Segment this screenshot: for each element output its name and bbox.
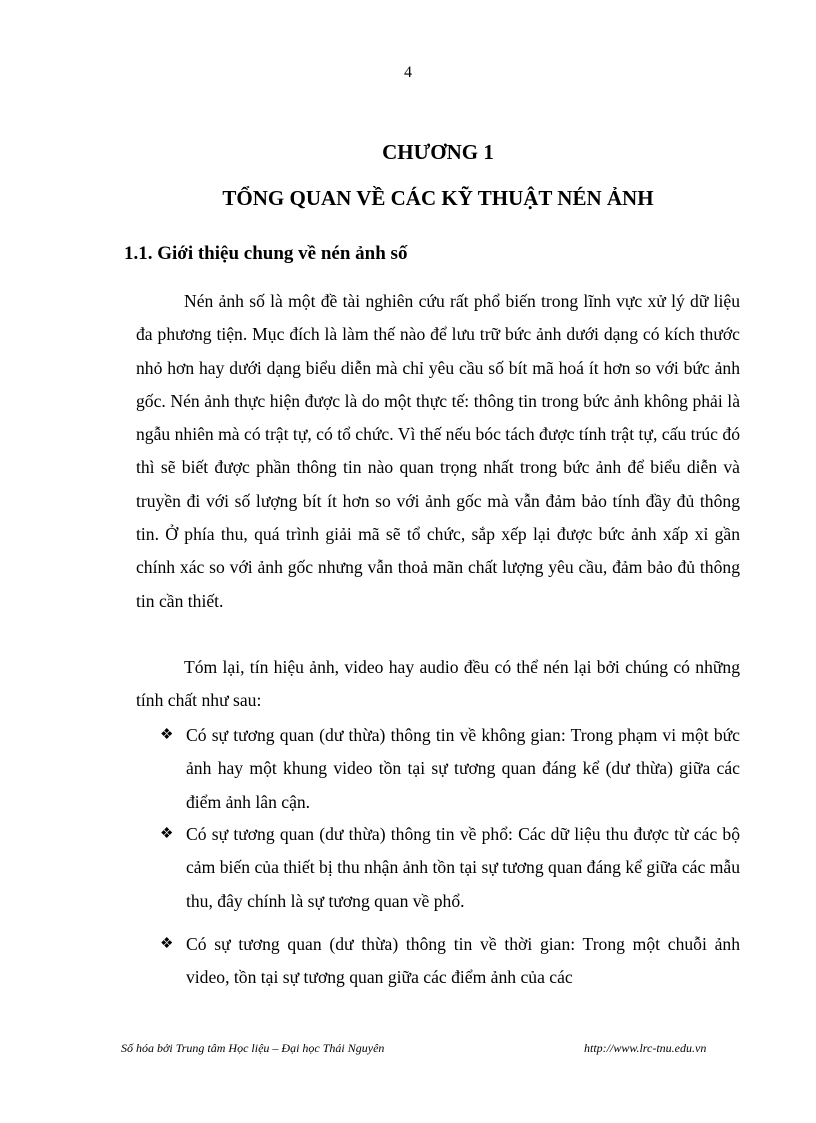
bullet-diamond-icon: ❖ <box>160 936 174 952</box>
chapter-subtitle: TỔNG QUAN VỀ CÁC KỸ THUẬT NÉN ẢNH <box>222 186 654 210</box>
bullet-text: Có sự tương quan (dư thừa) thông tin về thời gian: Trong một chuỗi ảnh video, tồn tại sự tương quan giữa các điểm ảnh của các <box>186 934 740 988</box>
bullet-text: Có sự tương quan (dư thừa) thông tin về không gian: Trong phạm vi một bức ảnh hay một khung video tồn tại sự tương quan đáng kể (dư thừa) giữa các điểm ảnh lân cận. <box>186 725 740 812</box>
bullet-diamond-icon: ❖ <box>160 727 174 743</box>
bullet-text: Có sự tương quan (dư thừa) thông tin về phổ: Các dữ liệu thu được từ các bộ cảm biến của thiết bị thu nhận ảnh tồn tại sự tương quan đáng kể giữa các mẫu thu, đây chính là sự tương quan về phổ. <box>186 824 740 911</box>
bullet-item <box>160 928 740 995</box>
chapter-title: CHƯƠNG 1 <box>382 140 494 164</box>
body-paragraph: Tóm lại, tín hiệu ảnh, video hay audio đều có thể nén lại bởi chúng có những tính chất như sau: <box>136 657 740 711</box>
footer-url: http://www.lrc-tnu.edu.vn <box>584 1041 707 1055</box>
bullet-item <box>160 818 740 918</box>
bullet-diamond-icon: ❖ <box>160 826 174 842</box>
body-paragraph: Nén ảnh số là một đề tài nghiên cứu rất phổ biến trong lĩnh vực xử lý dữ liệu đa phương tiện. Mục đích là làm thế nào để lưu trữ bức ảnh dưới dạng có kích thước nhỏ hơn hay dưới dạng biểu diễn mà chỉ yêu cầu số bít mã hoá ít hơn so với bức ảnh gốc. Nén ảnh thực hiện được là do một thực tế: thông tin trong bức ảnh không phải là ngẫu nhiên mà có trật tự, có tổ chức. Vì thế nếu bóc tách được tính trật tự, cấu trúc đó thì sẽ biết được phần thông tin nào quan trọng nhất trong bức ảnh để biểu diễn và truyền đi với số lượng bít ít hơn so với ảnh gốc mà vẫn đảm bảo tính đầy đủ thông tin. Ở phía thu, quá trình giải mã sẽ tổ chức, sắp xếp lại được bức ảnh xấp xỉ gần chính xác so với ảnh gốc nhưng vẫn thoả mãn chất lượng yêu cầu, đảm bảo đủ thông tin cần thiết. <box>136 291 740 611</box>
footer-source: Số hóa bởi Trung tâm Học liệu – Đại học Thái Nguyên <box>121 1041 385 1055</box>
bullet-item <box>160 719 740 819</box>
section-heading: 1.1. Giới thiệu chung về nén ảnh số <box>124 243 408 264</box>
page-number: 4 <box>404 64 412 81</box>
